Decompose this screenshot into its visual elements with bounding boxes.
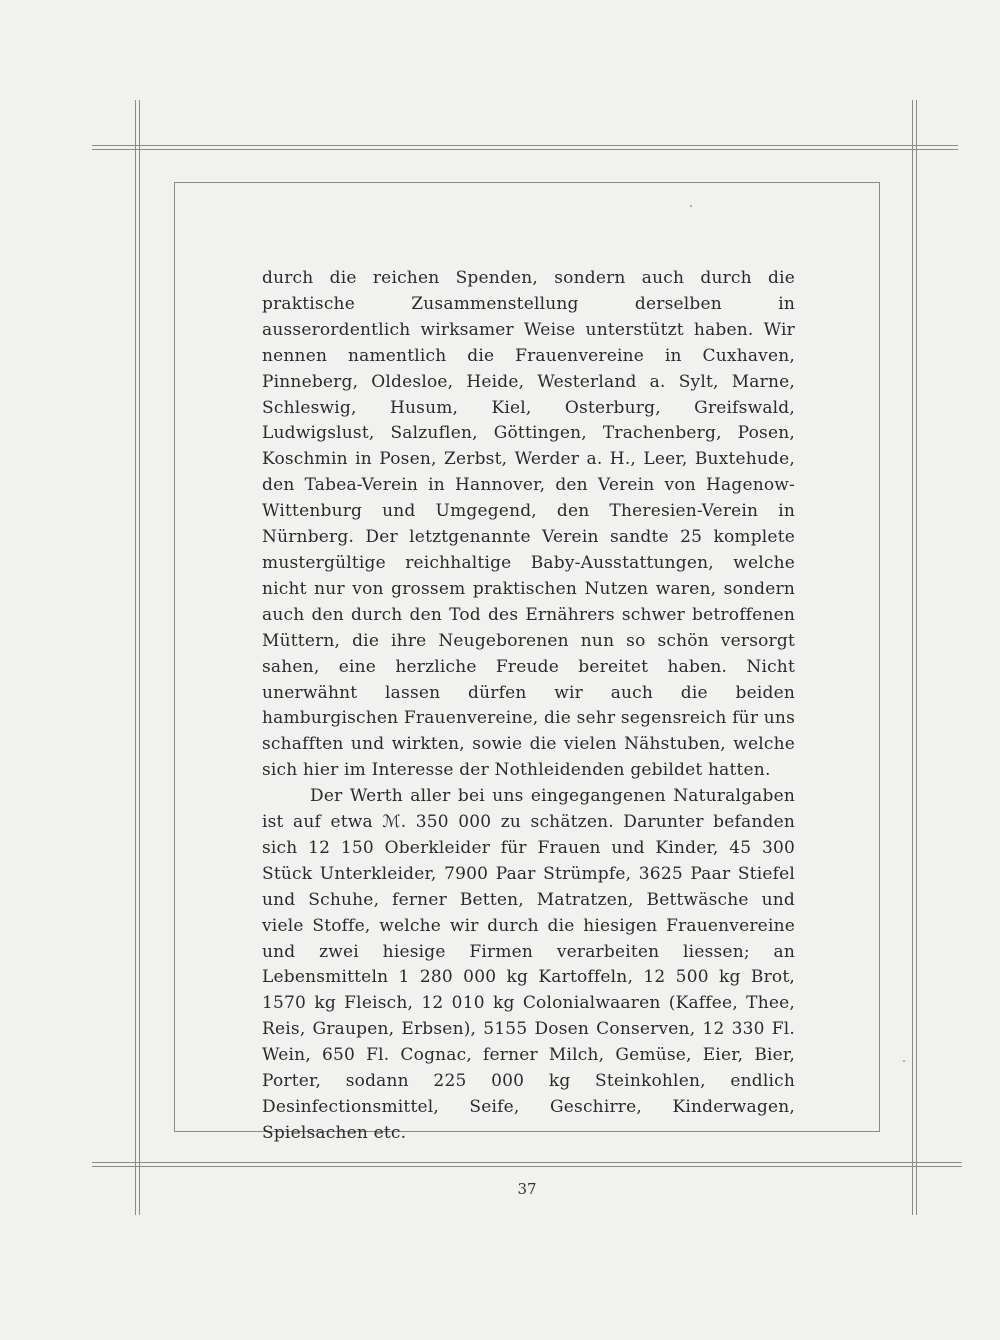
scan-speck: [690, 205, 692, 207]
body-text: [262, 266, 795, 1147]
right-border-rule: [912, 100, 913, 1215]
page-number: 37: [517, 1180, 537, 1198]
bottom-border-rule: [92, 1162, 962, 1163]
top-border-rule: [92, 145, 958, 146]
paragraph: Der Werth aller bei uns eingegangenen Naturalgaben ist auf etwa ℳ. 350 000 zu schätzen. Darunter befanden sich 12 150 Oberkleider für Frauen und Kinder, 45 300 Stück Unterkleider, 7900 Paar Strümpfe, 3625 Paar Stiefel und Schuhe, ferner Betten, Matratzen, Bettwäsche und viele Stoffe, welche wir durch die hiesigen Frauenvereine und zwei hiesige Firmen verarbeiten liessen; an Lebensmitteln 1 280 000 kg Kartoffeln, 12 500 kg Brot, 1570 kg Fleisch, 12 010 kg Colonialwaaren (Kaffee, Thee, Reis, Graupen, Erbsen), 5155 Dosen Conserven, 12 330 Fl. Wein, 650 Fl. Cognac, ferner Milch, Gemüse, Eier, Bier, Porter, sodann 225 000 kg Steinkohlen, endlich Desinfectionsmittel, Seife, Geschirre, Kinderwagen, Spielsachen etc.: [262, 786, 795, 1143]
scan-speck: [903, 1060, 905, 1062]
left-border-rule: [135, 100, 136, 1215]
paragraph: durch die reichen Spenden, sondern auch durch die praktische Zusammenstellung derselben in ausserordentlich wirksamer Weise unterstützt haben. Wir nennen namentlich die Frauenvereine in Cuxhaven, Pinneberg, Oldesloe, Heide, Westerland a. Sylt, Marne, Schleswig, Husum, Kiel, Osterburg, Greifswald, Ludwigslust, Salzuflen, Göttingen, Trachenberg, Posen, Koschmin in Posen, Zerbst, Werder a. H., Leer, Buxtehude, den Tabea-Verein in Hannover, den Verein von Hagenow-Wittenburg und Umgegend, den Theresien-Verein in Nürnberg. Der letztgenannte Verein sandte 25 komplete mustergültige reichhaltige Baby-Ausstattungen, welche nicht nur von grossem praktischen Nutzen waren, sondern auch den durch den Tod des Ernährers schwer betroffenen Müttern, die ihre Neugeborenen nun so schön versorgt sahen, eine herzliche Freude bereitet haben. Nicht unerwähnt lassen dürfen wir auch die beiden hamburgischen Frauenvereine, die sehr segensreich für uns schafften und wirkten, sowie die vielen Nähstuben, welche sich hier im Interesse der Nothleidenden gebildet hatten.: [262, 268, 795, 781]
